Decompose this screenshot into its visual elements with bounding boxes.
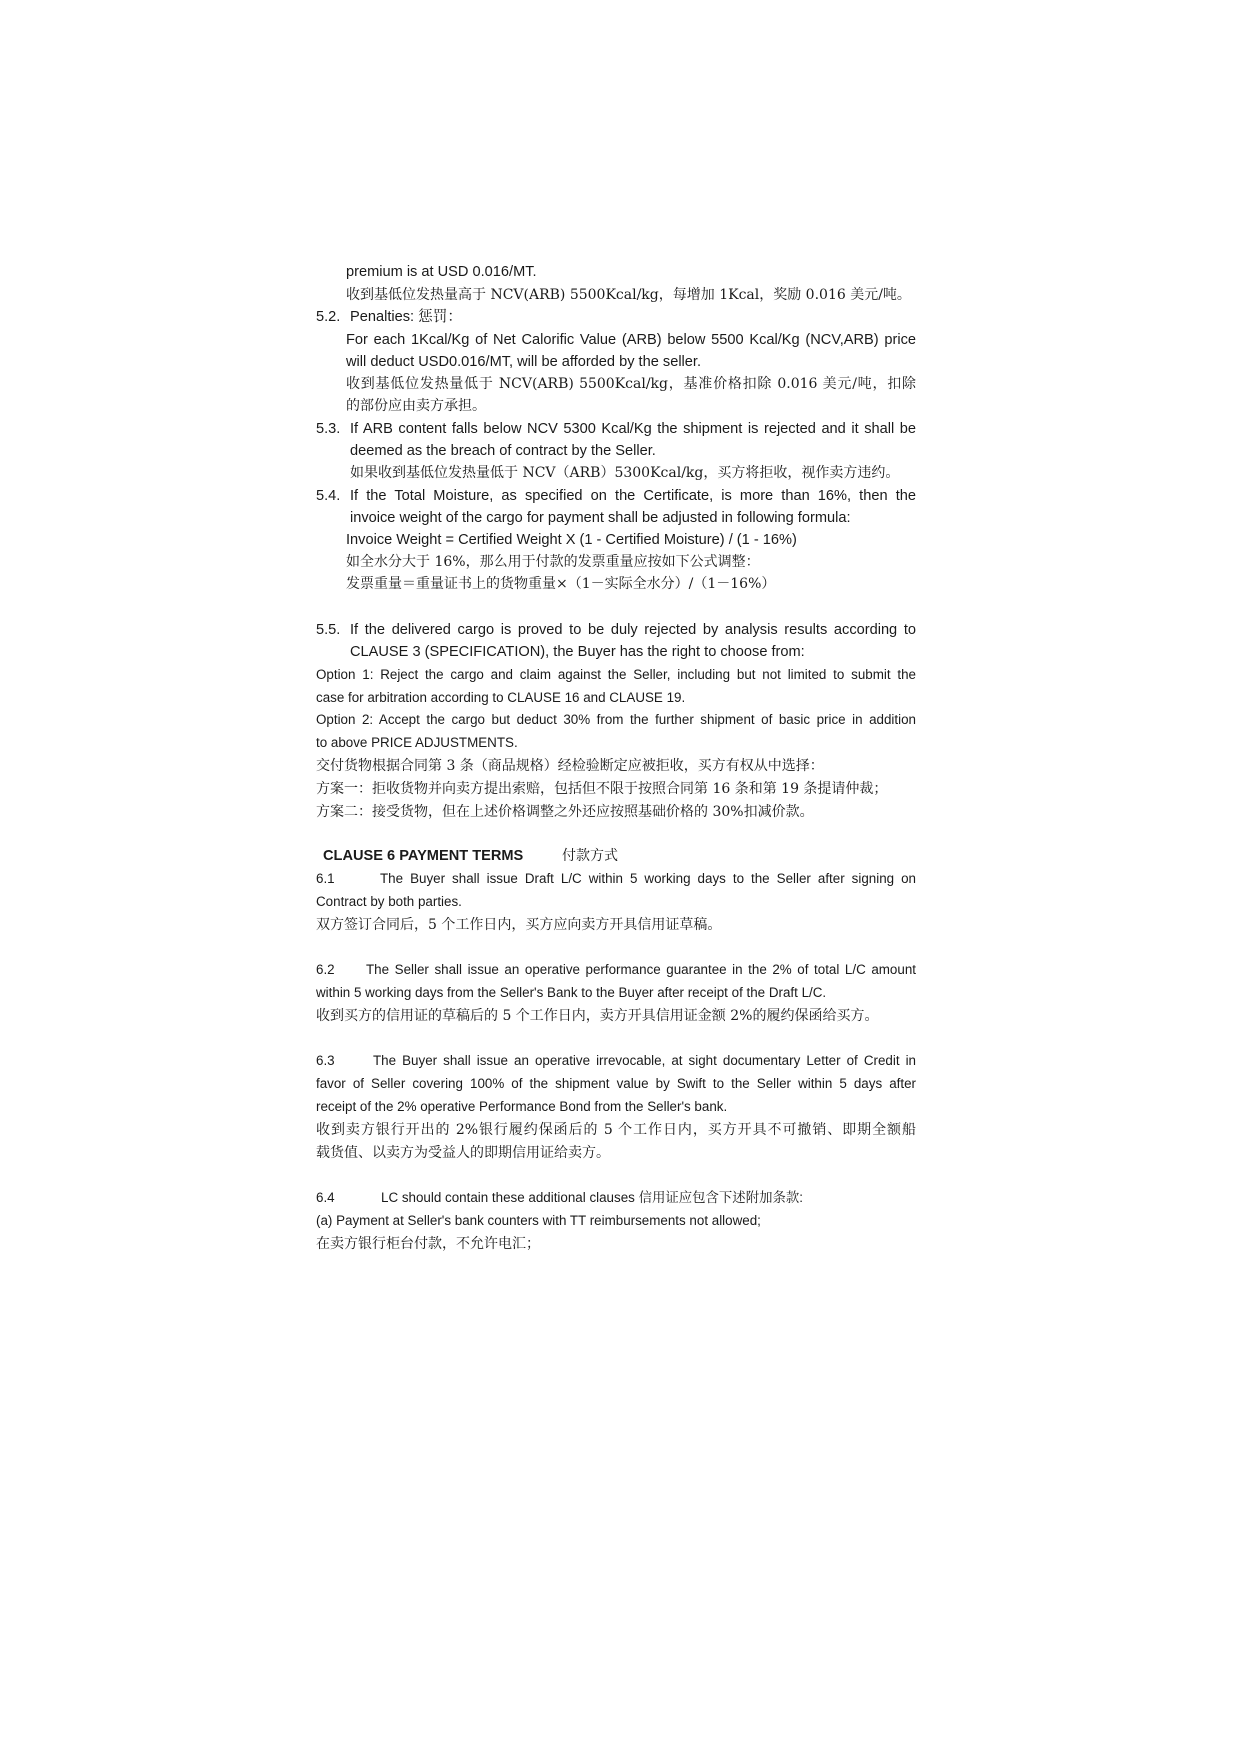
s52-line4-cn: 的部份应由卖方承担。 [346, 398, 486, 414]
s64-a-line1: (a) Payment at Seller's bank counters with TT reimbursements not allowed; [316, 1213, 761, 1228]
s55-cn1: 交付货物根据合同第 3 条（商品规格）经检验断定应被拒收，买方有权从中选择： [316, 758, 824, 774]
s55-option1-line1: Option 1: Reject the cargo and claim against the Seller, including but not limited to submit the [316, 667, 916, 682]
clause6-heading: CLAUSE 6 PAYMENT TERMS [323, 848, 524, 864]
s52-line2: will deduct USD0.016/MT, will be afforded by the seller. [346, 354, 702, 370]
s53-number: 5.3. [316, 421, 341, 437]
s55-line2: CLAUSE 3 (SPECIFICATION), the Buyer has the right to choose from: [350, 644, 805, 660]
s55-option2-line2: to above PRICE ADJUSTMENTS. [316, 735, 518, 750]
s63-line2: favor of Seller covering 100% of the shipment value by Swift to the Seller within 5 days after [316, 1076, 916, 1091]
s63-line3: receipt of the 2% operative Performance Bond from the Seller's bank. [316, 1099, 728, 1114]
s52-number: 5.2. [316, 309, 341, 325]
s64-line1: LC should contain these additional clauses 信用证应包含下述附加条款: [381, 1190, 803, 1205]
s63-number: 6.3 [316, 1053, 335, 1068]
s64-a-cn: 在卖方银行柜台付款，不允许电汇； [316, 1236, 540, 1252]
s54-line2: invoice weight of the cargo for payment shall be adjusted in following formula: [350, 510, 851, 526]
s51-line1: premium is at USD 0.016/MT. [346, 264, 537, 280]
s52-line3-cn: 收到基低位发热量低于 NCV(ARB) 5500Kcal/kg，基准价格扣除 0.016 美元/吨，扣除 [346, 376, 916, 392]
s51-line2-cn: 收到基低位发热量高于 NCV(ARB) 5500Kcal/kg，每增加 1Kcal，奖励 0.016 美元/吨。 [346, 287, 911, 303]
clause6-heading-cn: 付款方式 [562, 848, 618, 864]
s54-line1: If the Total Moisture, as specified on the Certificate, is more than 16%, then the [350, 488, 916, 504]
s61-line2: Contract by both parties. [316, 894, 462, 909]
s64-number: 6.4 [316, 1190, 335, 1205]
s52-line1: For each 1Kcal/Kg of Net Calorific Value (ARB) below 5500 Kcal/Kg (NCV,ARB) price [346, 332, 916, 348]
s55-option1-line2: case for arbitration according to CLAUSE 16 and CLAUSE 19. [316, 690, 686, 705]
s54-line4-cn: 如全水分大于 16%，那么用于付款的发票重量应按如下公式调整： [346, 554, 760, 570]
s55-cn2: 方案一：拒收货物并向卖方提出索赔，包括但不限于按照合同第 16 条和第 19 条提请仲裁； [316, 781, 888, 797]
s62-line1: The Seller shall issue an operative performance guarantee in the 2% of total L/C amount [366, 962, 916, 977]
s54-formula: Invoice Weight = Certified Weight X (1 - Certified Moisture) / (1 - 16%) [346, 532, 797, 548]
s62-number: 6.2 [316, 962, 335, 977]
s61-number: 6.1 [316, 871, 335, 886]
s63-line1: The Buyer shall issue an operative irrevocable, at sight documentary Letter of Credit in [373, 1053, 916, 1068]
s62-line2: within 5 working days from the Seller's Bank to the Buyer after receipt of the Draft L/C. [316, 985, 827, 1000]
s54-formula-cn: 发票重量＝重量证书上的货物重量×（1－实际全水分）/（1－16%） [346, 576, 776, 592]
s62-cn: 收到买方的信用证的草稿后的 5 个工作日内，卖方开具信用证金额 2%的履约保函给买方。 [316, 1008, 879, 1024]
s61-line1: The Buyer shall issue Draft L/C within 5 working days to the Seller after signing on [380, 871, 916, 886]
s53-line3-cn: 如果收到基低位发热量低于 NCV（ARB）5300Kcal/kg，买方将拒收，视作卖方违约。 [350, 465, 900, 481]
s55-option2-line1: Option 2: Accept the cargo but deduct 30% from the further shipment of basic price in addition [316, 712, 916, 727]
s52-title: Penalties: 惩罚： [350, 309, 462, 325]
s53-line2: deemed as the breach of contract by the Seller. [350, 443, 656, 459]
s63-cn2: 载货值、以卖方为受益人的即期信用证给卖方。 [316, 1145, 610, 1161]
s53-line1: If ARB content falls below NCV 5300 Kcal/Kg the shipment is rejected and it shall be [350, 421, 916, 437]
s61-cn: 双方签订合同后，5 个工作日内，买方应向卖方开具信用证草稿。 [316, 917, 722, 933]
s55-cn3: 方案二：接受货物，但在上述价格调整之外还应按照基础价格的 30%扣减价款。 [316, 804, 814, 820]
s54-number: 5.4. [316, 488, 341, 504]
s63-cn1: 收到卖方银行开出的 2%银行履约保函后的 5 个工作日内，买方开具不可撤销、即期全额船 [316, 1122, 916, 1138]
s55-line1: If the delivered cargo is proved to be duly rejected by analysis results according to [350, 622, 916, 638]
s55-number: 5.5. [316, 622, 341, 638]
